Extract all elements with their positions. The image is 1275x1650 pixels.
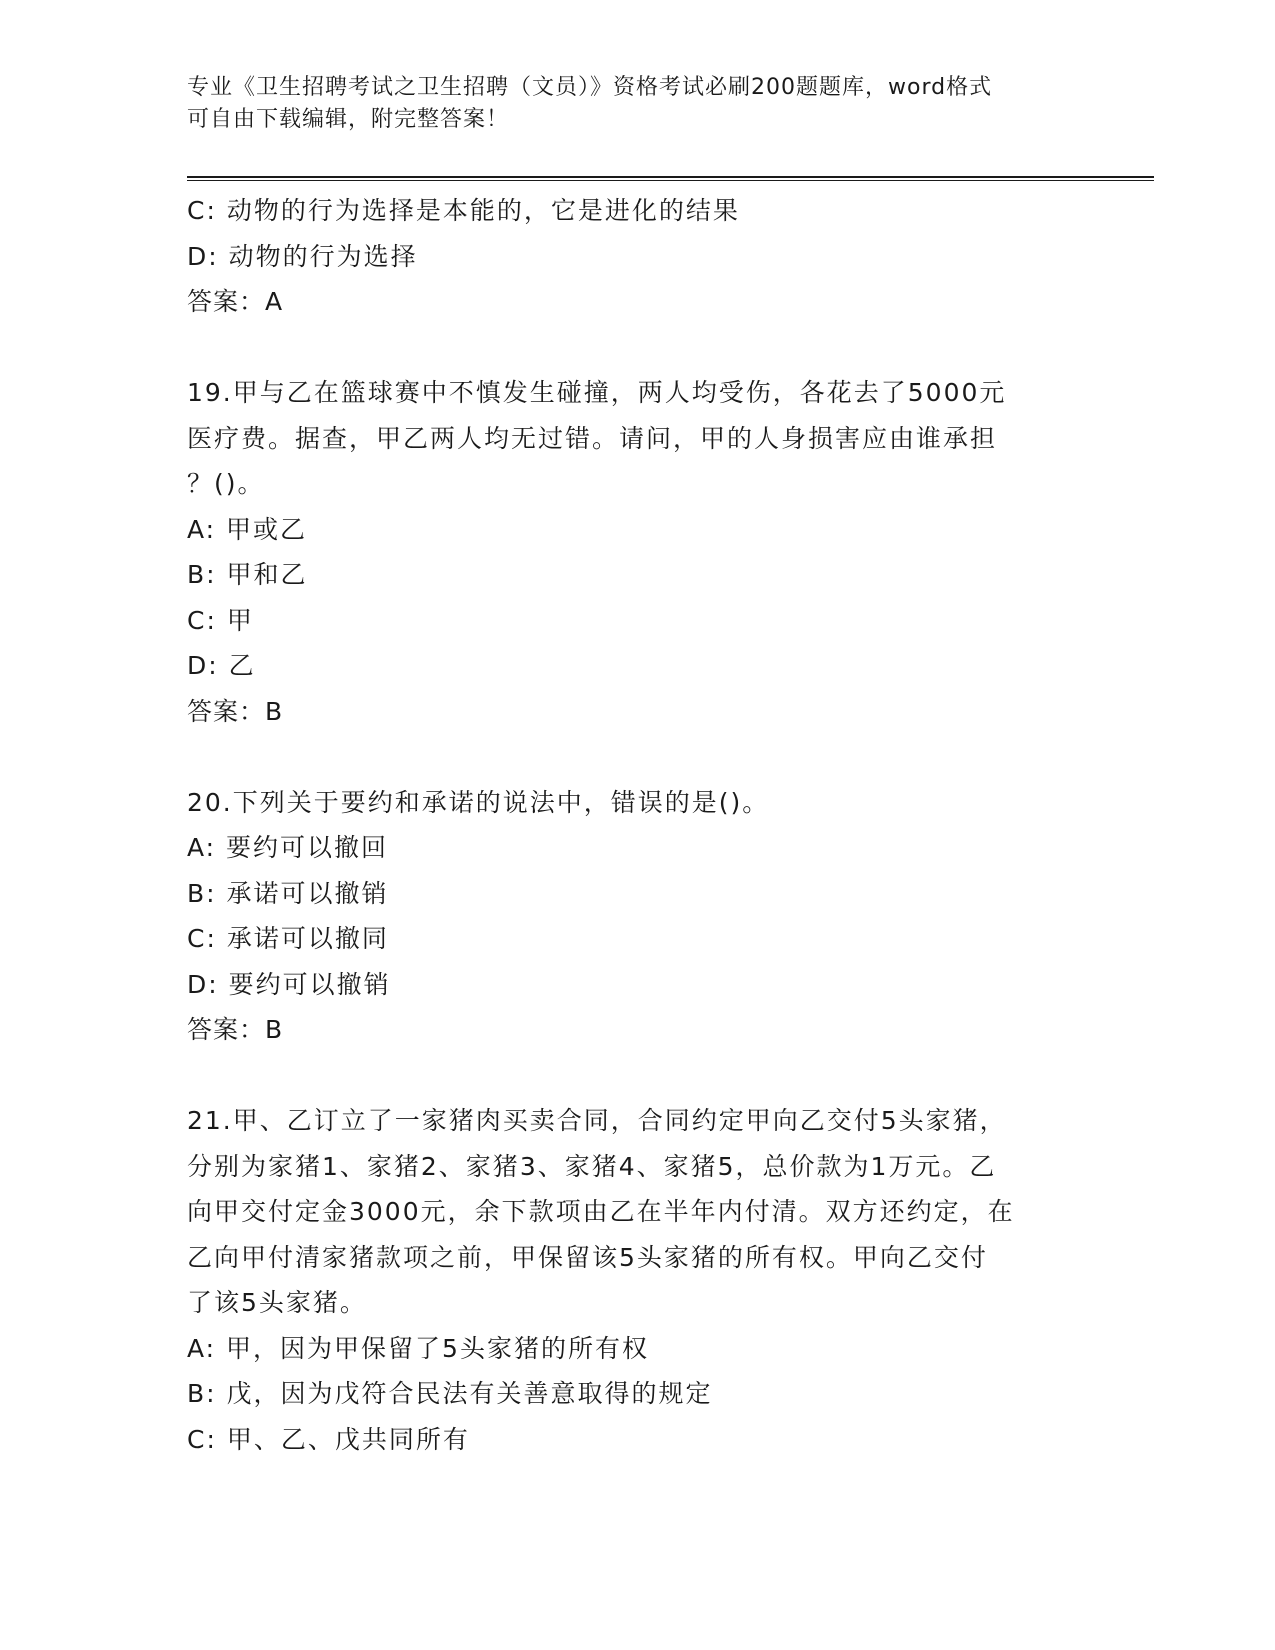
option-c: C: 动物的行为选择是本能的，它是进化的结果	[187, 196, 740, 225]
option-b: B: 甲和乙	[187, 560, 308, 589]
option-a: A: 要约可以撤回	[187, 833, 389, 862]
question-text-line: 医疗费。据查，甲乙两人均无过错。请问，甲的人身损害应由谁承担	[187, 423, 998, 453]
question-18	[187, 188, 1087, 325]
option-a: A: 甲，因为甲保留了5头家猪的所有权	[187, 1333, 649, 1363]
question-text-line: 乙向甲付清家猪款项之前，甲保留该5头家猪的所有权。甲向乙交付	[187, 1242, 988, 1272]
question-text-line: ？()。	[187, 469, 265, 498]
question-19	[187, 370, 1087, 734]
option-c: C: 承诺可以撤同	[187, 924, 389, 953]
header-title-line-2: 可自由下载编辑，附完整答案！	[187, 107, 510, 132]
question-21	[187, 1098, 1087, 1462]
question-text-line: 19.甲与乙在篮球赛中不慎发生碰撞，两人均受伤，各花去了5000元	[187, 378, 1007, 407]
header-title-line-1: 专业《卫生招聘考试之卫生招聘（文员）》资格考试必刷200题题库，word格式	[187, 75, 993, 100]
spacer	[187, 325, 1087, 371]
answer-line: 答案：B	[187, 696, 284, 726]
spacer	[187, 734, 1087, 780]
option-c: C: 甲	[187, 605, 254, 635]
question-text-line: 向甲交付定金3000元，余下款项由乙在半年内付清。双方还约定，在	[187, 1197, 1015, 1226]
option-a: A: 甲或乙	[187, 514, 308, 544]
option-d: D: 乙	[187, 651, 256, 680]
question-text-line: 21.甲、乙订立了一家猪肉买卖合同，合同约定甲向乙交付5头家猪，	[187, 1106, 1007, 1135]
question-text-line: 20.下列关于要约和承诺的说法中，错误的是()。	[187, 787, 770, 817]
option-d: D: 动物的行为选择	[187, 241, 418, 271]
document-header	[187, 72, 1077, 136]
answer-line: 答案：A	[187, 287, 284, 316]
spacer	[187, 1053, 1087, 1099]
question-20	[187, 780, 1087, 1053]
option-b: B: 戊，因为戊符合民法有关善意取得的规定	[187, 1379, 713, 1408]
question-text-line: 了该5头家猪。	[187, 1288, 367, 1317]
document-body	[187, 188, 1087, 1462]
answer-line: 答案：B	[187, 1015, 284, 1044]
header-divider	[187, 176, 1154, 181]
option-b: B: 承诺可以撤销	[187, 878, 389, 908]
option-c: C: 甲、乙、戊共同所有	[187, 1424, 470, 1454]
option-d: D: 要约可以撤销	[187, 969, 391, 999]
question-text-line: 分别为家猪1、家猪2、家猪3、家猪4、家猪5，总价款为1万元。乙	[187, 1151, 997, 1181]
